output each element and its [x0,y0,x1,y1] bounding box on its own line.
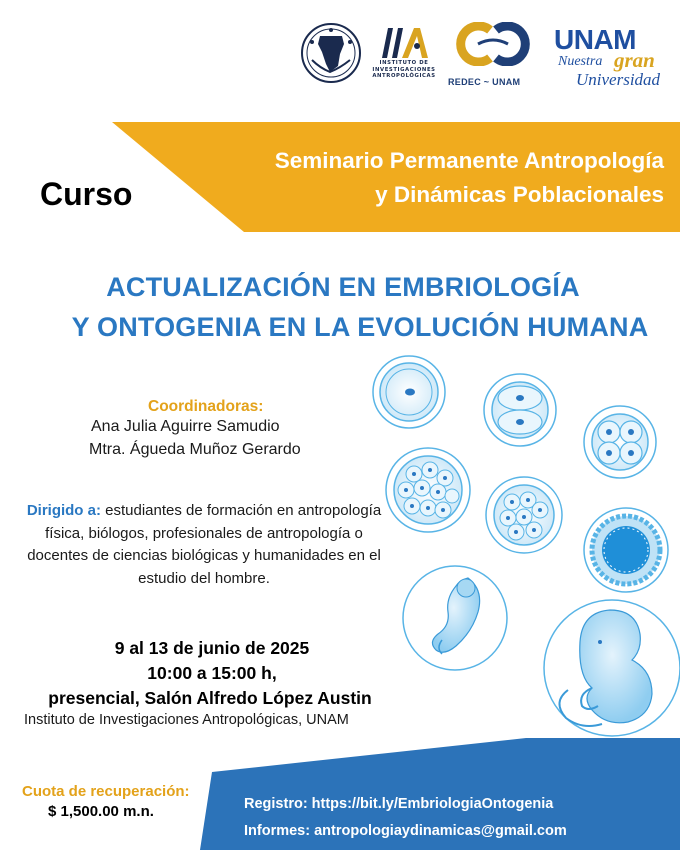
course-hours: 10:00 a 15:00 h, [147,663,277,683]
course-title-line-1: ACTUALIZACIÓN EN EMBRIOLOGÍA [106,272,580,302]
unam-slogan-gran: gran [614,48,655,72]
two-cell-embryo-icon [484,374,556,446]
audience-text: estudiantes de formación en antropología física, biólogos, profesionales de antropología o docentes de ciencias biológicas y humanidades en el estudio del hombre. [27,502,382,587]
late-fetus-icon [544,600,680,736]
iia-logo [372,24,434,94]
unam-logo [552,24,664,96]
unam-slogan-nuestra: Nuestra [558,54,603,69]
coordinator-name: Ana Julia Aguirre Samudio [91,418,280,435]
seminar-title-line-2: y Dinámicas Poblacionales [375,182,664,207]
course-institution: Instituto de Investigaciones Antropológicas, UNAM [24,712,349,728]
coordinators-label: Coordinadoras: [148,398,264,415]
early-fetus-icon [403,566,507,670]
unam-seal-logo [300,22,362,84]
iia-text-line-3: ANTROPOLÓGICAS [372,73,436,80]
unam-wordmark: UNAM [554,24,636,55]
audience-label: Dirigido a: [26,502,101,519]
registration-link[interactable]: Registro: https://bit.ly/EmbriologiaOntogenia [244,796,554,812]
logo-row [300,22,670,97]
iia-text-line-2: INVESTIGACIONES [372,66,436,73]
course-dates: 9 al 13 de junio de 2025 [114,638,310,658]
course-venue: presencial, Salón Alfredo López Austin [48,688,372,708]
sixteen-cell-embryo-icon [486,477,562,553]
coordinator-name: Mtra. Águeda Muñoz Gerardo [89,441,301,458]
audience-paragraph [18,500,390,590]
embryology-illustrations [370,350,680,750]
blastocyst-icon [584,508,668,592]
fee-amount: $ 1,500.00 m.n. [48,803,154,820]
four-cell-embryo-icon [584,406,656,478]
zygote-icon [373,356,445,428]
unam-slogan-universidad: Universidad [576,70,661,89]
morula-icon [386,448,470,532]
redec-logo [448,22,538,92]
fee-label: Cuota de recuperación: [22,783,190,800]
course-title-line-2: Y ONTOGENIA EN LA EVOLUCIÓN HUMANA [71,312,649,342]
contact-email[interactable]: Informes: antropologiaydinamicas@gmail.com [244,823,567,839]
seminar-title-line-1: Seminario Permanente Antropología [274,148,664,173]
redec-text: REDEC ~ UNAM [448,77,521,87]
iia-text-line-1: INSTITUTO DE [379,60,429,66]
curso-label: Curso [40,176,133,212]
